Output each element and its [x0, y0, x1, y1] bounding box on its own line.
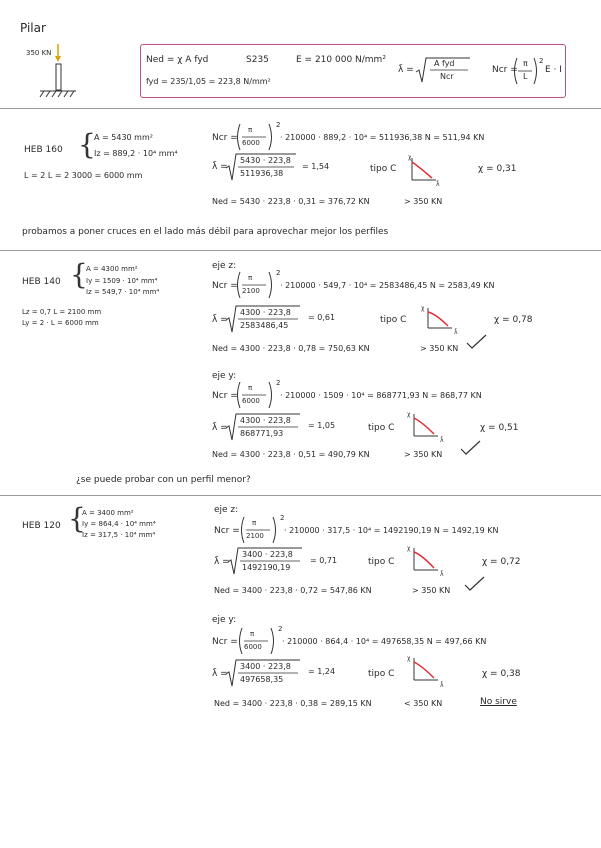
exp: 2: [280, 514, 285, 522]
heb160-lambda-result: = 1,54: [302, 162, 330, 171]
heb160-brace: {: [78, 128, 96, 161]
heb120-y-check: < 350 KN: [404, 699, 443, 708]
heb120-z-tipo: tipo C: [368, 557, 395, 567]
heb140-z-ncr-rhs: · 210000 · 549,7 · 10⁴ = 2583486,45 N = 2583,49 KN: [280, 281, 495, 290]
heb140-z-ncr-den: 2100: [242, 287, 260, 295]
heb140-z-lambda-num: 4300 · 223,8: [240, 308, 291, 317]
ncr-formula-exp: 2: [539, 57, 544, 65]
heb120-z-ncr-den: 2100: [246, 532, 264, 540]
heb120-y-tipo: tipo C: [368, 669, 395, 679]
heb160-ncr-num: π: [248, 126, 253, 134]
heb120-verdict: No sirve: [480, 697, 517, 707]
checkmark-icon: [464, 576, 486, 592]
svg-text:χ: χ: [421, 305, 425, 312]
heb140-iz: Iz = 549,7 · 10⁴ mm⁴: [86, 288, 160, 296]
heb140-y-lambda-num: 4300 · 223,8: [240, 416, 291, 425]
column-sketch: [30, 42, 80, 102]
exp: 2: [276, 269, 281, 277]
heb120-y-ncr-num: π: [250, 630, 255, 638]
lambda-formula-den: Ncr: [440, 72, 454, 81]
svg-text:λ̄: λ̄: [454, 329, 458, 336]
ncr-formula-den: L: [523, 72, 528, 81]
heb140-z-ned: Ned = 4300 · 223,8 · 0,78 = 750,63 KN: [212, 344, 370, 353]
heb120-z-title: eje z:: [214, 505, 239, 515]
heb140-y-title: eje y:: [212, 371, 237, 381]
heb120-y-lambda-lhs: λ̄ =: [212, 669, 228, 679]
heb160-ned: Ned = 5430 · 223,8 · 0,31 = 376,72 KN: [212, 197, 370, 206]
ncr-formula-lhs: Ncr =: [492, 65, 518, 75]
divider: [0, 108, 601, 109]
heb120-iy: Iy = 864,4 · 10⁴ mm⁴: [82, 520, 156, 528]
ncr-formula-rhs: E · I: [545, 65, 562, 75]
heb160-ncr-den: 6000: [242, 139, 260, 147]
heb140-y-ncr-rhs: · 210000 · 1509 · 10⁴ = 868771,93 N = 868,77 KN: [280, 391, 482, 400]
heb140-y-buckling-curve: [404, 412, 448, 444]
heb160-lambda-num: 5430 · 223,8: [240, 156, 291, 165]
divider: [0, 495, 601, 496]
heb120-z-ncr-lhs: Ncr =: [214, 526, 240, 536]
heb160-note: probamos a poner cruces en el lado más débil para aprovechar mejor los perfiles: [22, 227, 389, 237]
exp: 2: [276, 121, 281, 129]
elastic-modulus: E = 210 000 N/mm²: [296, 55, 386, 65]
load-label: 350 KN: [26, 49, 52, 57]
page-title: Pilar: [20, 21, 46, 35]
exp: 2: [278, 625, 283, 633]
heb120-z-lambda-num: 3400 · 223,8: [242, 550, 293, 559]
heb120-brace: {: [68, 502, 86, 535]
heb160-lambda-lhs: λ̄ =: [212, 162, 228, 172]
heb140-y-ncr-den: 6000: [242, 397, 260, 405]
heb160-ncr-lhs: Ncr =: [212, 133, 238, 143]
svg-text:λ̄: λ̄: [436, 181, 440, 188]
heb160-name: HEB 160: [24, 145, 63, 155]
heb140-name: HEB 140: [22, 277, 61, 287]
heb120-z-buckling-curve: [404, 546, 448, 578]
fyd-formula: fyd = 235/1,05 = 223,8 N/mm²: [146, 77, 271, 86]
heb120-z-lambda-lhs: λ̄ =: [214, 557, 230, 567]
heb160-check: > 350 KN: [404, 197, 443, 206]
checkmark-icon: [466, 334, 488, 350]
heb140-y-lambda-den: 868771,93: [240, 429, 284, 438]
heb140-y-check: > 350 KN: [404, 450, 443, 459]
heb120-y-chi: χ = 0,38: [482, 669, 521, 679]
heb120-y-lambda-den: 497658,35: [240, 675, 284, 684]
heb120-iz: Iz = 317,5 · 10⁴ mm⁴: [82, 531, 156, 539]
heb160-area: A = 5430 mm²: [94, 133, 153, 142]
heb140-brace: {: [70, 258, 88, 291]
lambda-formula-lhs: λ̄ =: [398, 65, 414, 75]
heb140-area: A = 4300 mm²: [86, 265, 138, 273]
heb140-ly: Ly = 2 · L = 6000 mm: [22, 319, 99, 327]
heb120-z-chi: χ = 0,72: [482, 557, 521, 567]
heb140-z-check: > 350 KN: [420, 344, 459, 353]
heb140-y-lambda-result: = 1,05: [308, 421, 336, 430]
ncr-formula-num: π: [523, 59, 528, 68]
heb160-chi: χ = 0,31: [478, 164, 517, 174]
heb160-length: L = 2 L = 2 3000 = 6000 mm: [24, 171, 143, 180]
svg-text:χ: χ: [408, 154, 412, 161]
heb140-iy: Iy = 1509 · 10⁴ mm⁴: [86, 277, 158, 285]
heb120-y-lambda-result: = 1,24: [308, 667, 336, 676]
heb120-z-lambda-den: 1492190,19: [242, 563, 291, 572]
heb140-z-buckling-curve: [418, 306, 462, 336]
heb140-y-ncr-num: π: [248, 384, 253, 392]
heb120-y-ncr-lhs: Ncr =: [212, 637, 238, 647]
heb120-z-ncr-rhs: · 210000 · 317,5 · 10⁴ = 1492190,19 N = 1492,19 KN: [284, 526, 499, 535]
steel-grade: S235: [246, 55, 269, 65]
heb160-lambda-den: 511936,38: [240, 169, 284, 178]
lambda-formula-num: A fyd: [434, 59, 455, 68]
heb120-y-buckling-curve: [404, 656, 448, 690]
heb160-inertia: Iz = 889,2 · 10⁴ mm⁴: [94, 149, 178, 158]
heb120-area: A = 3400 mm²: [82, 509, 134, 517]
ned-formula: Ned = χ A fyd: [146, 55, 209, 65]
exp: 2: [276, 379, 281, 387]
heb120-y-ncr-den: 6000: [244, 643, 262, 651]
heb140-z-chi: χ = 0,78: [494, 315, 533, 325]
heb140-y-ncr-lhs: Ncr =: [212, 391, 238, 401]
heb140-lz: Lz = 0,7 L = 2100 mm: [22, 308, 102, 316]
heb140-z-lambda-den: 2583486,45: [240, 321, 289, 330]
heb120-y-ned: Ned = 3400 · 223,8 · 0,38 = 289,15 KN: [214, 699, 372, 708]
heb120-name: HEB 120: [22, 521, 61, 531]
heb140-z-ncr-num: π: [248, 274, 253, 282]
svg-text:λ̄: λ̄: [440, 571, 444, 578]
heb140-y-ned: Ned = 4300 · 223,8 · 0,51 = 490,79 KN: [212, 450, 370, 459]
heb160-ncr-rhs: · 210000 · 889,2 · 10⁴ = 511936,38 N = 511,94 KN: [280, 133, 485, 142]
heb120-y-lambda-num: 3400 · 223,8: [240, 662, 291, 671]
svg-text:χ: χ: [407, 411, 411, 418]
heb120-y-title: eje y:: [212, 615, 237, 625]
heb120-y-ncr-rhs: · 210000 · 864,4 · 10⁴ = 497658,35 N = 497,66 KN: [282, 637, 487, 646]
checkmark-icon: [460, 440, 482, 456]
heb120-z-check: > 350 KN: [412, 586, 451, 595]
heb120-z-ncr-num: π: [252, 519, 257, 527]
divider: [0, 250, 601, 251]
svg-text:χ: χ: [407, 655, 411, 662]
heb140-note: ¿se puede probar con un perfil menor?: [76, 475, 251, 485]
heb140-y-lambda-lhs: λ̄ =: [212, 423, 228, 433]
heb140-z-lambda-lhs: λ̄ =: [212, 315, 228, 325]
heb140-y-chi: χ = 0,51: [480, 423, 519, 433]
heb120-z-lambda-result: = 0,71: [310, 556, 338, 565]
heb140-z-title: eje z:: [212, 261, 237, 271]
heb140-z-ncr-lhs: Ncr =: [212, 281, 238, 291]
heb160-buckling-curve: [408, 156, 448, 186]
heb120-z-ned: Ned = 3400 · 223,8 · 0,72 = 547,86 KN: [214, 586, 372, 595]
svg-text:χ: χ: [407, 545, 411, 552]
svg-text:λ̄: λ̄: [440, 437, 444, 444]
heb140-y-tipo: tipo C: [368, 423, 395, 433]
heb140-z-tipo: tipo C: [380, 315, 407, 325]
svg-text:λ̄: λ̄: [440, 682, 444, 689]
ncr-formula-paren: [514, 58, 538, 84]
heb160-tipo: tipo C: [370, 164, 397, 174]
heb140-z-lambda-result: = 0,61: [308, 313, 336, 322]
